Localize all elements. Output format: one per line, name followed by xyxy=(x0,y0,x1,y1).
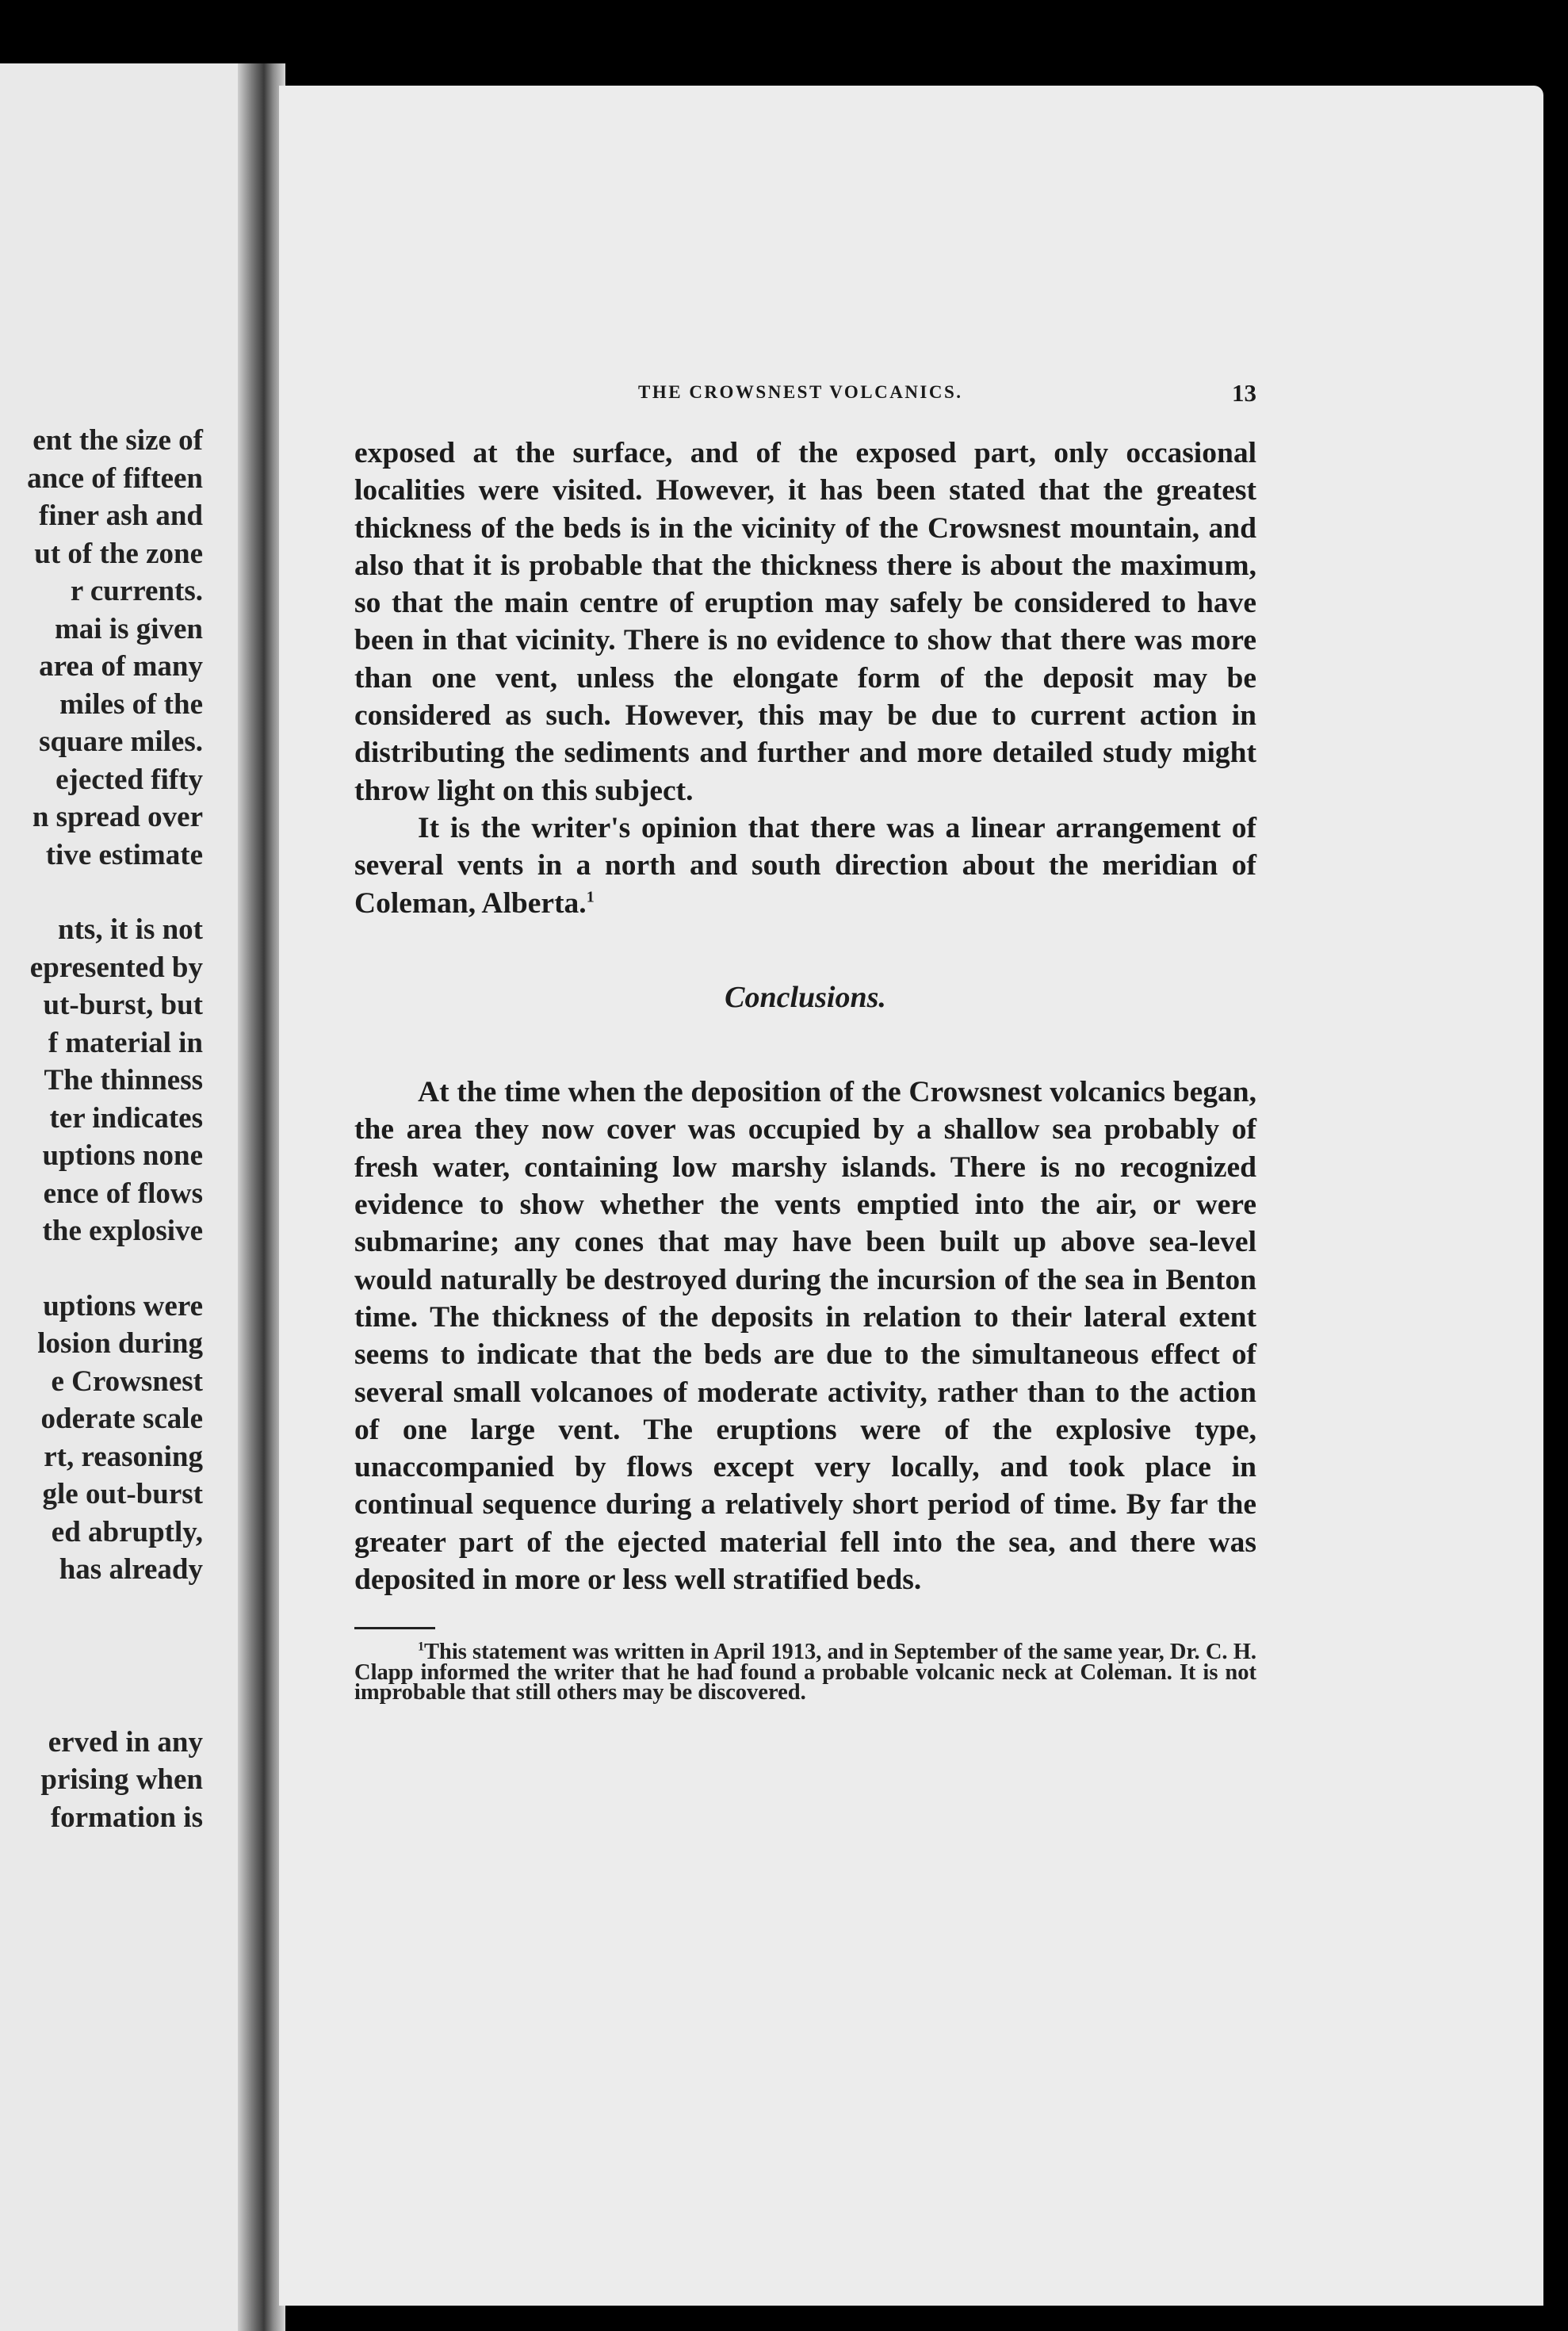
text-line: r currents. xyxy=(70,575,203,607)
paragraph xyxy=(354,810,1256,922)
text-line: nts, it is not xyxy=(58,913,203,946)
text-line: The thinness xyxy=(44,1064,203,1097)
footnote-divider xyxy=(354,1627,435,1629)
text-line: has already xyxy=(59,1553,203,1586)
text-line: mai is given xyxy=(54,612,203,645)
text-line: ed abruptly, xyxy=(51,1515,203,1548)
text-line: f material in xyxy=(48,1026,203,1059)
text-line: ance of fifteen xyxy=(27,461,203,495)
page-number: 13 xyxy=(1232,379,1256,407)
text-line: ter indicates xyxy=(49,1101,203,1135)
text-line: uptions were xyxy=(43,1289,203,1322)
paragraph: exposed at the surface, and of the exposed part, only occasional localities were visited. However, it has been stated that the greatest thickness of the beds is in the vicinity of the Crowsnest mountain, and also that it is probable that the thickness there is about the maximum, so that the main centre of eruption may safely be considered to have been in that vicinity. There is no evidence to show that there was more than one vent, unless the elongate form of the deposit may be considered as such. However, this may be due to current action in distributing the sediments and further and more detailed study might throw light on this subject. xyxy=(354,437,1256,807)
footnote xyxy=(354,1642,1256,1703)
footnote-mark: 1 xyxy=(418,1640,424,1654)
footnote-text: This statement was written in April 1913, and in September of the same year, Dr. C. H. Clapp informed the writer that he had found a probable volcanic neck at Coleman. It is not improbable that still others may be discovered. xyxy=(354,1640,1256,1705)
footnote-reference[interactable]: 1 xyxy=(586,888,595,906)
text-line: uptions none xyxy=(42,1139,203,1172)
previous-page xyxy=(0,63,252,2331)
text-line: erved in any xyxy=(48,1725,203,1759)
text-line: area of many xyxy=(39,650,203,683)
text-line: e Crowsnest xyxy=(51,1365,203,1398)
text-line: square miles. xyxy=(39,725,203,758)
text-line: prising when xyxy=(40,1763,203,1796)
text-line: rt, reasoning xyxy=(44,1440,203,1473)
paragraph-text: It is the writer's opinion that there was a linear arrangement of several vents in a north and south direction about the meridian of Coleman, Alberta. xyxy=(354,811,1256,920)
running-head xyxy=(353,379,1256,411)
previous-page-text xyxy=(0,422,203,1836)
text-line: the explosive xyxy=(42,1215,203,1247)
text-line: losion during xyxy=(37,1327,203,1360)
text-line: n spread over xyxy=(32,801,203,833)
book-gutter xyxy=(238,63,285,2331)
text-line: miles of the xyxy=(59,687,203,721)
paragraph: At the time when the deposition of the Crowsnest volcanics began, the area they now cover was occupied by a shallow sea probably of fresh water, containing low marshy islands. There is no recognized evidence to show whether the vents emptied into the air, or were submarine; any cones that may have been built up above sea-level would naturally be destroyed during the incursion of the sea in Benton time. The thickness of the deposits in relation to their lateral extent seems to indicate that the beds are due to the simultaneous effect of several small volcanoes of moderate activity, rather than to the action of one large vent. The eruptions were of the explosive type, unaccompanied by flows except very locally, and took place in continual sequence during a relatively short period of time. By far the greater part of the ejected material fell into the sea, and there was deposited in more or less well stratified beds. xyxy=(354,1076,1256,1597)
running-title: THE CROWSNEST VOLCANICS. xyxy=(638,382,963,402)
text-line: ent the size of xyxy=(33,424,203,457)
text-line: ejected fifty xyxy=(55,763,203,796)
text-line: formation is xyxy=(50,1801,203,1834)
text-line: finer ash and xyxy=(39,500,203,532)
page-body xyxy=(354,434,1256,1703)
section-heading: Conclusions. xyxy=(725,980,886,1014)
text-line: epresented by xyxy=(29,951,203,984)
text-line: ence of flows xyxy=(43,1177,203,1210)
text-line: tive estimate xyxy=(45,838,203,871)
text-line: ut-burst, but xyxy=(43,989,203,1021)
text-line: oderate scale xyxy=(40,1403,203,1435)
text-line: gle out-burst xyxy=(42,1478,203,1510)
text-line: ut of the zone xyxy=(34,537,203,570)
